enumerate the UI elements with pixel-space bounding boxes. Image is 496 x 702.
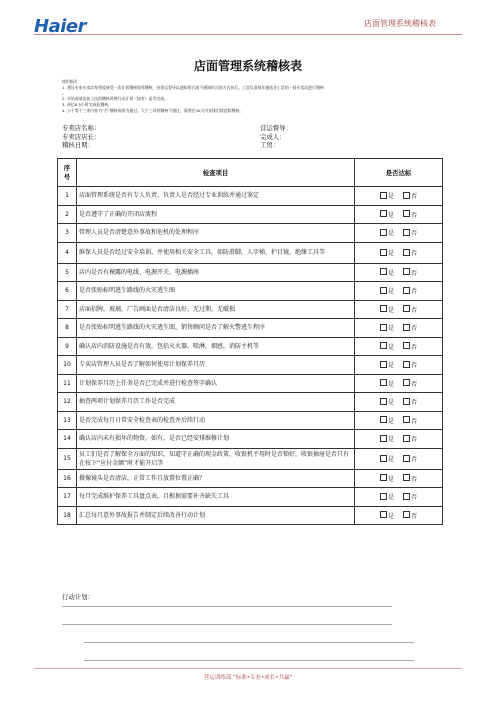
table-row [58, 411, 443, 430]
option-label: 否 [411, 269, 418, 277]
checkbox-icon[interactable] [403, 229, 410, 236]
checkbox-no[interactable] [403, 381, 417, 388]
check-item-text: 店面管理系统是否有专人负责、负责人是否经过专业训练并通过鉴定 [77, 187, 355, 206]
result-options [355, 393, 443, 412]
checkbox-yes[interactable] [380, 476, 394, 483]
page-title: 店面管理系统稽核表 [193, 59, 302, 73]
row-number: 13 [58, 411, 77, 430]
row-number: 11 [58, 374, 77, 393]
checkbox-icon[interactable] [403, 287, 410, 294]
option-label: 否 [411, 306, 418, 314]
checkbox-icon[interactable] [403, 192, 410, 199]
result-options [355, 448, 443, 469]
column-header-number: 序 号 [58, 159, 77, 187]
result-options [355, 224, 443, 243]
checkbox-icon[interactable] [403, 210, 410, 217]
action-plan-line [62, 606, 392, 607]
result-options [355, 242, 443, 263]
column-header-item: 检查项目 [77, 159, 355, 187]
check-item-text: 店面招牌，玻璃，广告画面是否清洁良好，无过期，无破损 [77, 300, 355, 319]
checkbox-icon[interactable] [380, 455, 387, 462]
audit-date-label: 稽核日期： [62, 141, 94, 150]
checkbox-no[interactable] [403, 399, 417, 406]
instruction-line: 使用指引： [62, 79, 82, 84]
checkbox-icon[interactable] [403, 435, 410, 442]
result-options [355, 506, 443, 525]
checkbox-yes[interactable] [380, 418, 394, 425]
checkbox-yes[interactable] [380, 288, 394, 295]
option-label: 是 [387, 494, 394, 502]
option-label: 是 [387, 436, 394, 444]
checkbox-icon[interactable] [380, 324, 387, 331]
table-row [58, 224, 443, 243]
option-label: 否 [411, 399, 418, 407]
checkbox-icon[interactable] [403, 398, 410, 405]
row-number: 16 [58, 469, 77, 488]
option-label: 否 [411, 417, 418, 425]
checkbox-yes[interactable] [380, 212, 394, 219]
action-plan-line [84, 660, 414, 661]
row-number: 9 [58, 337, 77, 356]
checkbox-icon[interactable] [380, 379, 387, 386]
checkbox-no[interactable] [403, 418, 417, 425]
checkbox-yes[interactable] [380, 436, 394, 443]
checkbox-no[interactable] [403, 494, 417, 501]
table-row [58, 469, 443, 488]
option-label: 是 [387, 193, 394, 201]
checkbox-icon[interactable] [403, 474, 410, 481]
checkbox-yes[interactable] [380, 494, 394, 501]
checkbox-yes[interactable] [380, 399, 394, 406]
checkbox-icon[interactable] [403, 511, 410, 518]
checkbox-icon[interactable] [403, 342, 410, 349]
checkbox-icon[interactable] [403, 361, 410, 368]
row-number: 17 [58, 488, 77, 507]
checkbox-no[interactable] [403, 307, 417, 314]
checkbox-icon[interactable] [380, 210, 387, 217]
table-row [58, 282, 443, 301]
audit-checklist-table [57, 158, 443, 525]
employee-label: 工贸： [260, 141, 280, 150]
checkbox-yes[interactable] [380, 250, 394, 257]
checkbox-icon[interactable] [380, 493, 387, 500]
instruction-line: 1. 建设专家专卖店每季度接受一次计划稽核保养稽核，由督运督导以通知形式或不通知形式的方式执行。工贸负责每年抽选各工贸的一间专卖店进行稽核 [62, 84, 324, 90]
row-number: 5 [58, 263, 77, 282]
result-options [355, 356, 443, 375]
result-options [355, 430, 443, 449]
checkbox-yes[interactable] [380, 270, 394, 277]
supervisor-label: 营运督导： [260, 124, 292, 132]
option-label: 否 [411, 325, 418, 333]
instruction-line: 4. 小于等于三项内容为“否”稽核成绩为通过。大于三项则稽核不通过，需要在30天内安排后续追踪稽核。 [62, 107, 244, 113]
action-plan-line [84, 642, 414, 643]
checkbox-yes[interactable] [380, 362, 394, 369]
option-label: 是 [387, 306, 394, 314]
checkbox-icon[interactable] [403, 379, 410, 386]
instruction-line: 。 [62, 90, 66, 96]
check-item-text: 是否张贴标明逃生路线的火灾逃生图 [77, 282, 355, 301]
table-row [58, 393, 443, 412]
table-row [58, 430, 443, 449]
page-footer: 营运训练部 “标准•专业•成长•共赢” [203, 675, 293, 681]
checkbox-icon[interactable] [403, 455, 410, 462]
result-options [355, 374, 443, 393]
row-number: 7 [58, 300, 77, 319]
option-label: 否 [411, 436, 418, 444]
checkbox-icon[interactable] [380, 287, 387, 294]
option-label: 否 [411, 512, 418, 520]
option-label: 否 [411, 362, 418, 370]
checkbox-yes[interactable] [380, 230, 394, 237]
checkbox-icon[interactable] [380, 192, 387, 199]
row-number: 2 [58, 205, 77, 224]
row-number: 14 [58, 430, 77, 449]
checkbox-yes[interactable] [380, 193, 394, 200]
checkbox-icon[interactable] [380, 398, 387, 405]
checkbox-yes[interactable] [380, 456, 394, 463]
instruction-line: 3. 预估0.5小时完成此稽核。 [62, 101, 113, 107]
checkbox-no[interactable] [403, 270, 417, 277]
check-item-text: 是否张贴标明逃生路线的火灾逃生图，销售顾问是否了解火警逃生程序 [77, 319, 355, 338]
checkbox-icon[interactable] [380, 435, 387, 442]
checkbox-yes[interactable] [380, 325, 394, 332]
option-label: 否 [411, 475, 418, 483]
option-label: 否 [411, 230, 418, 238]
result-options [355, 205, 443, 224]
option-label: 是 [387, 211, 394, 219]
check-item-text: 抽查两项计划保养月历工作是否完成 [77, 393, 355, 412]
option-label: 是 [387, 288, 394, 296]
check-item-text: 维保人员是否经过安全培训、并使用相关安全工具，如防滑脚，人字梯，护目镜，绝缘工具等 [77, 242, 355, 263]
row-number: 10 [58, 356, 77, 375]
checkbox-icon[interactable] [380, 268, 387, 275]
checkbox-yes[interactable] [380, 381, 394, 388]
checkbox-yes[interactable] [380, 307, 394, 314]
option-label: 是 [387, 343, 394, 351]
table-row [58, 205, 443, 224]
checkbox-no[interactable] [403, 344, 417, 351]
check-item-text: 专卖店管理人员是否了解如何使用计划保养月历 [77, 356, 355, 375]
row-number: 6 [58, 282, 77, 301]
checkbox-no[interactable] [403, 250, 417, 257]
option-label: 是 [387, 230, 394, 238]
table-row [58, 300, 443, 319]
checkbox-no[interactable] [403, 212, 417, 219]
checkbox-icon[interactable] [380, 511, 387, 518]
option-label: 否 [411, 288, 418, 296]
check-item-text: 汇总每月意外事故报告并制定后续改善行动计划 [77, 506, 355, 525]
checkbox-icon[interactable] [403, 268, 410, 275]
result-options [355, 263, 443, 282]
check-item-text: 确认店内未有损坏的物资，如有，是否已经安排维修计划 [77, 430, 355, 449]
option-label: 否 [411, 343, 418, 351]
table-row [58, 448, 443, 469]
table-row [58, 263, 443, 282]
check-item-text: 店内是否有裸露的电线、电源开关、电源插座 [77, 263, 355, 282]
checkbox-yes[interactable] [380, 344, 394, 351]
option-label: 是 [387, 512, 394, 520]
table-row [58, 187, 443, 206]
option-label: 是 [387, 475, 394, 483]
checkbox-no[interactable] [403, 325, 417, 332]
row-number: 18 [58, 506, 77, 525]
result-options [355, 187, 443, 206]
checkbox-icon[interactable] [380, 342, 387, 349]
row-number: 15 [58, 448, 77, 469]
table-row [58, 488, 443, 507]
check-item-text: 管理人员是否清楚意外事故和危机的处理程序 [77, 224, 355, 243]
table-row [58, 319, 443, 338]
checkbox-yes[interactable] [380, 513, 394, 520]
table-header-row [58, 159, 443, 187]
table-row [58, 242, 443, 263]
haier-logo: Haier [34, 16, 86, 37]
result-options [355, 469, 443, 488]
result-options [355, 337, 443, 356]
option-label: 否 [411, 211, 418, 219]
table-row [58, 374, 443, 393]
check-item-text: 是否完成每月日常安全检查表的检查并后续行动 [77, 411, 355, 430]
store-manager-label: 专卖店店长： [62, 132, 101, 141]
row-number: 3 [58, 224, 77, 243]
checkbox-no[interactable] [403, 193, 417, 200]
table-row [58, 337, 443, 356]
checkbox-no[interactable] [403, 362, 417, 369]
checkbox-no[interactable] [403, 288, 417, 295]
check-item-text: 计划保养月历上任务是否已完成并进行检查签字确认 [77, 374, 355, 393]
check-item-text: 是否遵守了正确的开闭店流程 [77, 205, 355, 224]
option-label: 否 [411, 456, 418, 463]
action-plan-line [62, 624, 392, 625]
option-label: 否 [411, 380, 418, 388]
check-item-text: 员工们是否了解保全方面的知识，知道守正确的现金政策，收银机不用时是否锁好，收银抽屉是否只有在按下“应付金额”时才能开启等 [77, 448, 355, 469]
column-header-result: 是否达标 [355, 159, 443, 187]
checkbox-icon[interactable] [380, 229, 387, 236]
checkbox-icon[interactable] [403, 324, 410, 331]
checkbox-no[interactable] [403, 230, 417, 237]
result-options [355, 411, 443, 430]
option-label: 是 [387, 417, 394, 425]
option-label: 否 [411, 193, 418, 201]
checkbox-icon[interactable] [380, 249, 387, 256]
checkbox-icon[interactable] [403, 305, 410, 312]
option-label: 是 [387, 380, 394, 388]
option-label: 是 [387, 399, 394, 407]
checkbox-no[interactable] [403, 456, 417, 463]
usage-instructions [62, 79, 442, 113]
row-number: 1 [58, 187, 77, 206]
header-divider [34, 34, 462, 35]
checkbox-icon[interactable] [403, 249, 410, 256]
instruction-line: 2. 开始前请出前上次的稽核改善行动计划（如有）是否完成。 [62, 96, 169, 102]
row-number: 4 [58, 242, 77, 263]
checkbox-no[interactable] [403, 436, 417, 443]
result-options [355, 300, 443, 319]
checkbox-icon[interactable] [380, 416, 387, 423]
option-label: 是 [387, 362, 394, 370]
checkbox-no[interactable] [403, 476, 417, 483]
option-label: 是 [387, 325, 394, 333]
check-item-text: 每月完成维护保养工具盘点表，且根据需要补齐缺失工具 [77, 488, 355, 507]
checkbox-icon[interactable] [403, 416, 410, 423]
table-row [58, 356, 443, 375]
checkbox-icon[interactable] [403, 493, 410, 500]
option-label: 否 [411, 250, 418, 257]
row-number: 8 [58, 319, 77, 338]
checkbox-icon[interactable] [380, 361, 387, 368]
checkbox-no[interactable] [403, 513, 417, 520]
result-options [355, 282, 443, 301]
row-number: 12 [58, 393, 77, 412]
checkbox-icon[interactable] [380, 474, 387, 481]
action-plan-label: 行动计划： [62, 593, 94, 601]
option-label: 否 [411, 494, 418, 502]
check-item-text: 摄像镜头是否清洁，正常工作且放置位置正确？ [77, 469, 355, 488]
result-options [355, 319, 443, 338]
table-row [58, 506, 443, 525]
option-label: 是 [387, 269, 394, 277]
check-item-text: 确认店内消防设施是否有效，包括灭火器，喷淋，烟感，消防主机等 [77, 337, 355, 356]
running-header-title: 店面管理系统稽核表 [364, 19, 436, 28]
completed-by-label: 完成人： [260, 132, 286, 141]
option-label: 是 [387, 250, 394, 257]
store-name-label: 专卖店名称： [62, 124, 101, 132]
option-label: 是 [387, 456, 394, 463]
checkbox-icon[interactable] [380, 305, 387, 312]
footer-divider [34, 668, 462, 669]
result-options [355, 488, 443, 507]
